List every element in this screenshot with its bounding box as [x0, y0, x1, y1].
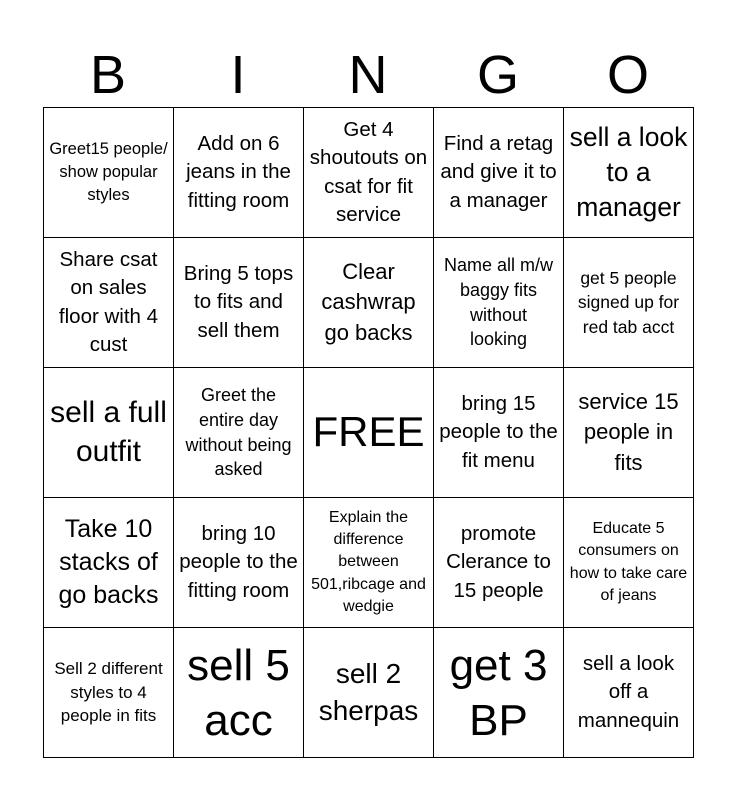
cell-text: get 5 people signed up for red tab acct [577, 268, 680, 337]
bingo-cell-i3[interactable] [174, 368, 304, 498]
bingo-cell-g4[interactable] [434, 498, 564, 628]
cell-text: service 15 people in fits [578, 388, 679, 475]
cell-text: Greet15 people/ show popular styles [49, 140, 168, 204]
cell-text: Name all m/w baggy fits without looking [443, 254, 554, 350]
bingo-cell-o3[interactable] [564, 368, 694, 498]
cell-text: Educate 5 consumers on how to take care of jeans [569, 520, 688, 604]
header-letter-o: O [606, 45, 649, 105]
cell-text: sell a look off a mannequin [577, 652, 680, 732]
cell-text: Greet the entire day without being asked [185, 384, 292, 480]
bingo-cell-g1[interactable] [434, 108, 564, 238]
cell-text: sell 2 sherpas [318, 657, 419, 726]
free-space-label: FREE [312, 408, 425, 456]
bingo-cell-o2[interactable] [564, 238, 694, 368]
header-letter-b: B [89, 45, 127, 105]
header-letter-i: I [230, 45, 246, 105]
cell-text: sell 5 acc [187, 640, 290, 745]
cell-text: Find a retag and give it to a manager [440, 132, 557, 212]
bingo-cell-b3[interactable] [44, 368, 174, 498]
bingo-header [43, 44, 693, 106]
bingo-cell-i4[interactable] [174, 498, 304, 628]
bingo-cell-i2[interactable] [174, 238, 304, 368]
cell-text: Clear cashwrap go backs [321, 258, 416, 345]
cell-text: get 3 BP [449, 640, 548, 745]
cell-text: bring 15 people to the fit menu [439, 392, 558, 472]
bingo-cell-o5[interactable] [564, 628, 694, 758]
cell-text: Bring 5 tops to fits and sell them [183, 262, 294, 342]
cell-text: bring 10 people to the fitting room [179, 522, 298, 602]
bingo-cell-b4[interactable] [44, 498, 174, 628]
cell-text: Add on 6 jeans in the fitting room [186, 132, 291, 212]
bingo-cell-g2[interactable] [434, 238, 564, 368]
cell-text: Take 10 stacks of go backs [58, 515, 159, 609]
bingo-cell-b1[interactable] [44, 108, 174, 238]
bingo-board [43, 107, 694, 758]
bingo-cell-free[interactable] [304, 368, 434, 498]
cell-text: Explain the difference between 501,ribcage and wedgie [311, 509, 426, 615]
bingo-cell-i1[interactable] [174, 108, 304, 238]
bingo-cell-n1[interactable] [304, 108, 434, 238]
cell-text: sell a look to a manager [569, 122, 688, 222]
header-letter-n: N [348, 45, 388, 105]
cell-text: promote Clerance to 15 people [446, 522, 551, 602]
cell-text: Share csat on sales floor with 4 cust [58, 247, 159, 356]
bingo-cell-g3[interactable] [434, 368, 564, 498]
bingo-cell-n2[interactable] [304, 238, 434, 368]
bingo-cell-i5[interactable] [174, 628, 304, 758]
cell-text: sell a full outfit [50, 396, 167, 468]
bingo-cell-n4[interactable] [304, 498, 434, 628]
bingo-cell-b2[interactable] [44, 238, 174, 368]
bingo-cell-n5[interactable] [304, 628, 434, 758]
cell-text: Get 4 shoutouts on csat for fit service [309, 117, 428, 226]
cell-text: Sell 2 different styles to 4 people in fits [54, 659, 163, 726]
header-letter-g: G [476, 45, 519, 105]
bingo-cell-g5[interactable] [434, 628, 564, 758]
bingo-cell-b5[interactable] [44, 628, 174, 758]
bingo-cell-o1[interactable] [564, 108, 694, 238]
bingo-cell-o4[interactable] [564, 498, 694, 628]
